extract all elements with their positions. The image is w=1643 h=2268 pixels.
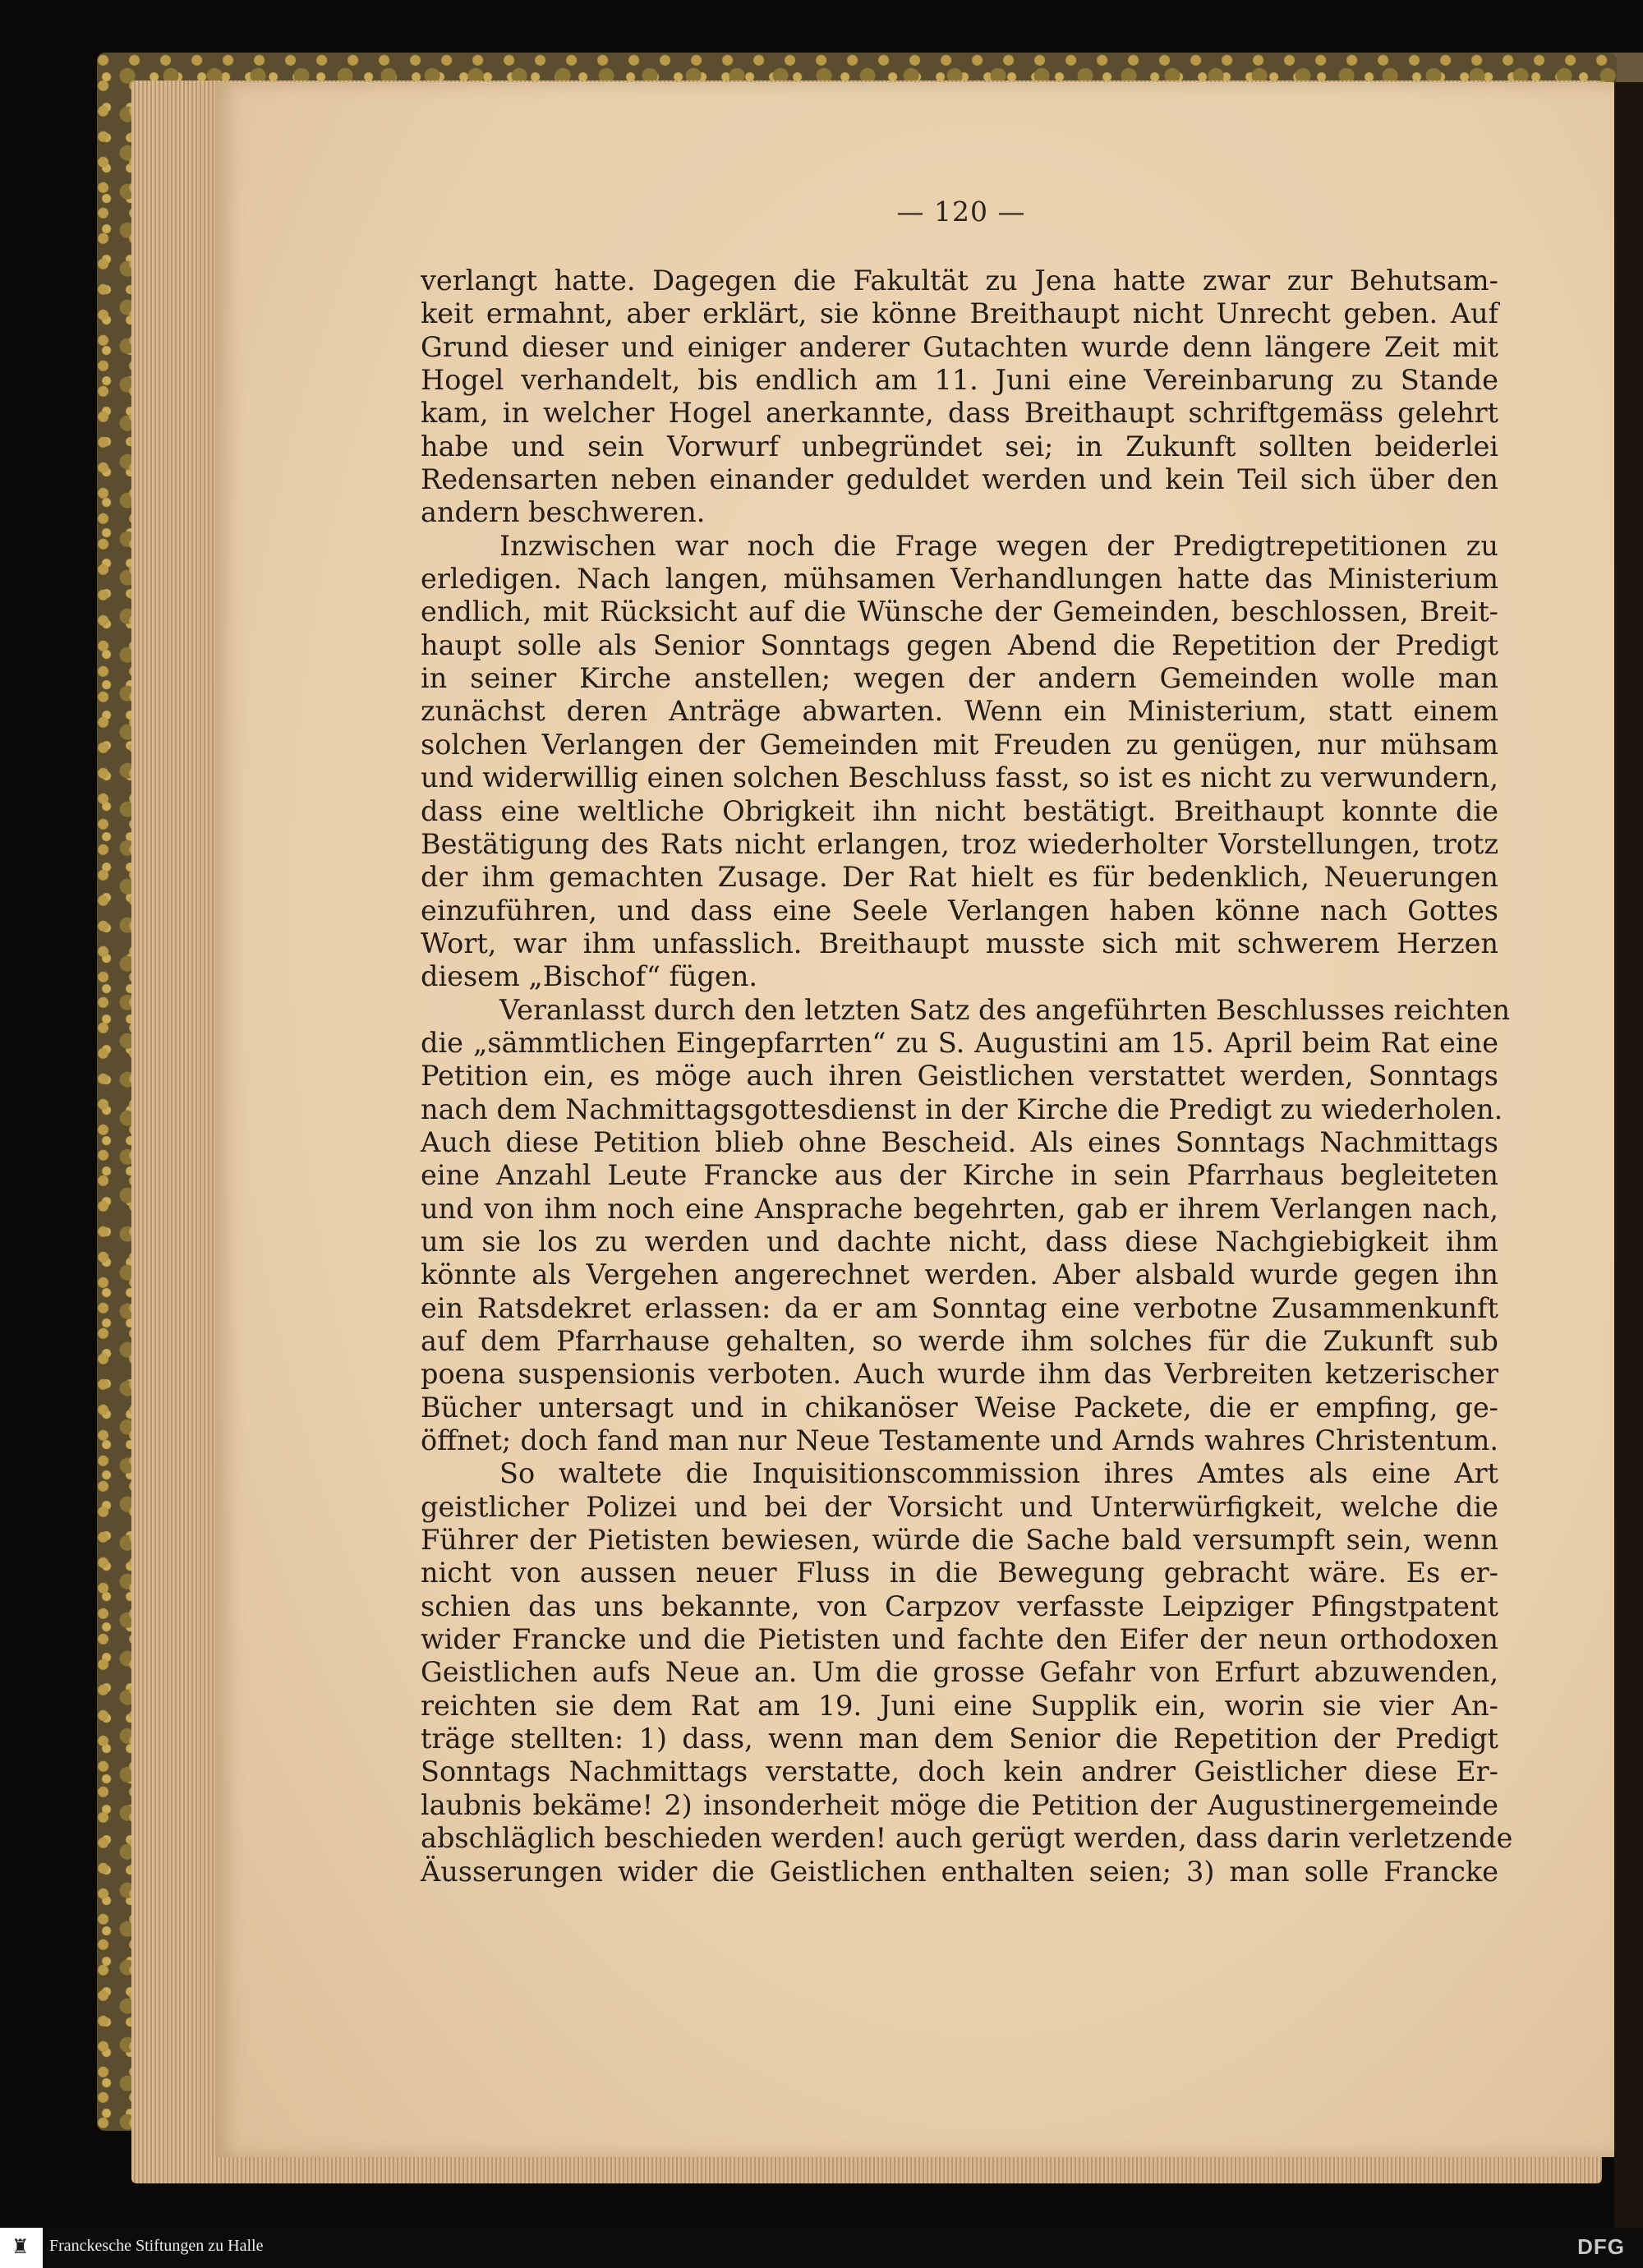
text-line: Geistlichen aufs Neue an. Um die grosse Gefahr von Erfurt abzuwenden, [421, 1656, 1498, 1689]
text-line: Führer der Pietisten bewiesen, würde die Sache bald versumpft sein, wenn [421, 1524, 1498, 1557]
text-line: Petition ein, es möge auch ihren Geistlichen verstattet werden, Sonntags [421, 1060, 1498, 1093]
text-line: Auch diese Petition blieb ohne Bescheid. Als eines Sonntags Nachmittags [421, 1125, 1498, 1158]
text-line: Inzwischen war noch die Frage wegen der Predigtrepetitionen zu [499, 529, 1498, 562]
viewer-footer [0, 2228, 1643, 2268]
text-line: So waltete die Inquisitionscommission ihres Amtes als eine Art [499, 1457, 1498, 1490]
dfg-logo[interactable]: DFG [1577, 2234, 1625, 2259]
text-line: öffnet; doch fand man nur Neue Testamente und Arnds wahres Christentum. [421, 1424, 1498, 1457]
text-line: nach dem Nachmittagsgottesdienst in der Kirche die Predigt zu wiederholen. [421, 1093, 1503, 1125]
text-line: schien das uns bekannte, von Carpzov verfasste Leipziger Pfingstpatent [421, 1589, 1498, 1622]
text-line: Grund dieser und einiger anderer Gutachten wurde denn längere Zeit mit [421, 330, 1498, 363]
text-line: auf dem Pfarrhause gehalten, so werde ihm solches für die Zukunft sub [421, 1325, 1498, 1357]
page-number: — 120 — [896, 196, 1026, 228]
text-line: wider Francke und die Pietisten und fachte den Eifer der neun orthodoxen [421, 1623, 1498, 1656]
text-line: kam, in welcher Hogel anerkannte, dass Breithaupt schriftgemäss gelehrt [421, 397, 1498, 430]
text-line: nicht von aussen neuer Fluss in die Bewegung gebracht wäre. Es er- [421, 1557, 1498, 1589]
text-line: ein Ratsdekret erlassen: da er am Sonntag eine verbotne Zusammenkunft [421, 1291, 1498, 1324]
text-line: und von ihm noch eine Ansprache begehrten, gab er ihrem Verlangen nach, [421, 1192, 1498, 1225]
text-line: laubnis bekäme! 2) insonderheit möge die Petition der Augustinergemeinde [421, 1788, 1498, 1821]
text-line: der ihm gemachten Zusage. Der Rat hielt es für bedenklich, Neuerungen [421, 861, 1498, 894]
text-line: haupt solle als Senior Sonntags gegen Abend die Repetition der Predigt [421, 628, 1498, 661]
institution-label[interactable]: Franckesche Stiftungen zu Halle [49, 2237, 264, 2255]
text-line: in seiner Kirche anstellen; wegen der andern Gemeinden wolle man [421, 662, 1498, 695]
text-line: diesem „Bischof“ fügen. [421, 960, 758, 993]
text-line: andern beschweren. [421, 496, 706, 529]
text-line: geistlicher Polizei und bei der Vorsicht und Unterwürfigkeit, welche die [421, 1490, 1498, 1523]
text-line: träge stellten: 1) dass, wenn man dem Senior die Repetition der Predigt [421, 1723, 1498, 1755]
text-line: reichten sie dem Rat am 19. Juni eine Supplik ein, worin sie vier An- [421, 1689, 1498, 1722]
text-line: abschläglich beschieden werden! auch gerügt werden, dass darin verletzende [421, 1822, 1513, 1855]
text-line: solchen Verlangen der Gemeinden mit Freuden zu genügen, nur mühsam [421, 728, 1498, 761]
text-line: einzuführen, und dass eine Seele Verlangen haben könne nach Gottes [421, 894, 1498, 927]
text-line: Bestätigung des Rats nicht erlangen, troz wiederholter Vorstellungen, trotz [421, 827, 1498, 860]
text-line: poena suspensionis verboten. Auch wurde ihm das Verbreiten ketzerischer [421, 1358, 1498, 1391]
text-line: Bücher untersagt und in chikanöser Weise Packete, die er empfing, ge- [421, 1391, 1498, 1424]
text-line: die „sämmtlichen Eingepfarrten“ zu S. Augustini am 15. April beim Rat eine [421, 1026, 1498, 1059]
text-line: endlich, mit Rücksicht auf die Wünsche der Gemeinden, beschlossen, Breit- [421, 596, 1498, 628]
text-line: Hogel verhandelt, bis endlich am 11. Juni eine Vereinbarung zu Stande [421, 364, 1498, 397]
text-line: könnte als Vergehen angerechnet werden. Aber alsbald wurde gegen ihn [421, 1258, 1498, 1291]
text-line: Äusserungen wider die Geistlichen enthalten seien; 3) man solle Francke [421, 1855, 1498, 1888]
text-line: Wort, war ihm unfasslich. Breithaupt musste sich mit schwerem Herzen [421, 927, 1498, 959]
institution-logo-icon[interactable]: ♜ [0, 2228, 43, 2268]
text-line: habe und sein Vorwurf unbegründet sei; in Zukunft sollten beiderlei [421, 430, 1498, 462]
text-line: erledigen. Nach langen, mühsamen Verhandlungen hatte das Ministerium [421, 563, 1498, 596]
text-line: Veranlasst durch den letzten Satz des angeführten Beschlusses reichten [499, 993, 1511, 1026]
text-line: eine Anzahl Leute Francke aus der Kirche in sein Pfarrhaus begleiteten [421, 1159, 1498, 1192]
text-line: zunächst deren Anträge abwarten. Wenn ein Ministerium, statt einem [421, 695, 1498, 728]
gutter-shadow [1614, 82, 1643, 2228]
text-line: und widerwillig einen solchen Beschluss fasst, so ist es nicht zu verwundern, [421, 761, 1498, 794]
text-line: verlangt hatte. Dagegen die Fakultät zu Jena hatte zwar zur Behutsam- [421, 265, 1498, 297]
body-text [421, 265, 1513, 1888]
text-line: Sonntags Nachmittags verstatte, doch kein andrer Geistlicher diese Er- [421, 1755, 1498, 1788]
text-line: Redensarten neben einander geduldet werden und kein Teil sich über den [421, 463, 1498, 496]
text-line: um sie los zu werden und dachte nicht, dass diese Nachgiebigkeit ihm [421, 1225, 1498, 1258]
text-line: dass eine weltliche Obrigkeit ihn nicht bestätigt. Breithaupt konnte die [421, 794, 1498, 827]
text-line: keit ermahnt, aber erklärt, sie könne Breithaupt nicht Unrecht geben. Auf [421, 297, 1498, 330]
